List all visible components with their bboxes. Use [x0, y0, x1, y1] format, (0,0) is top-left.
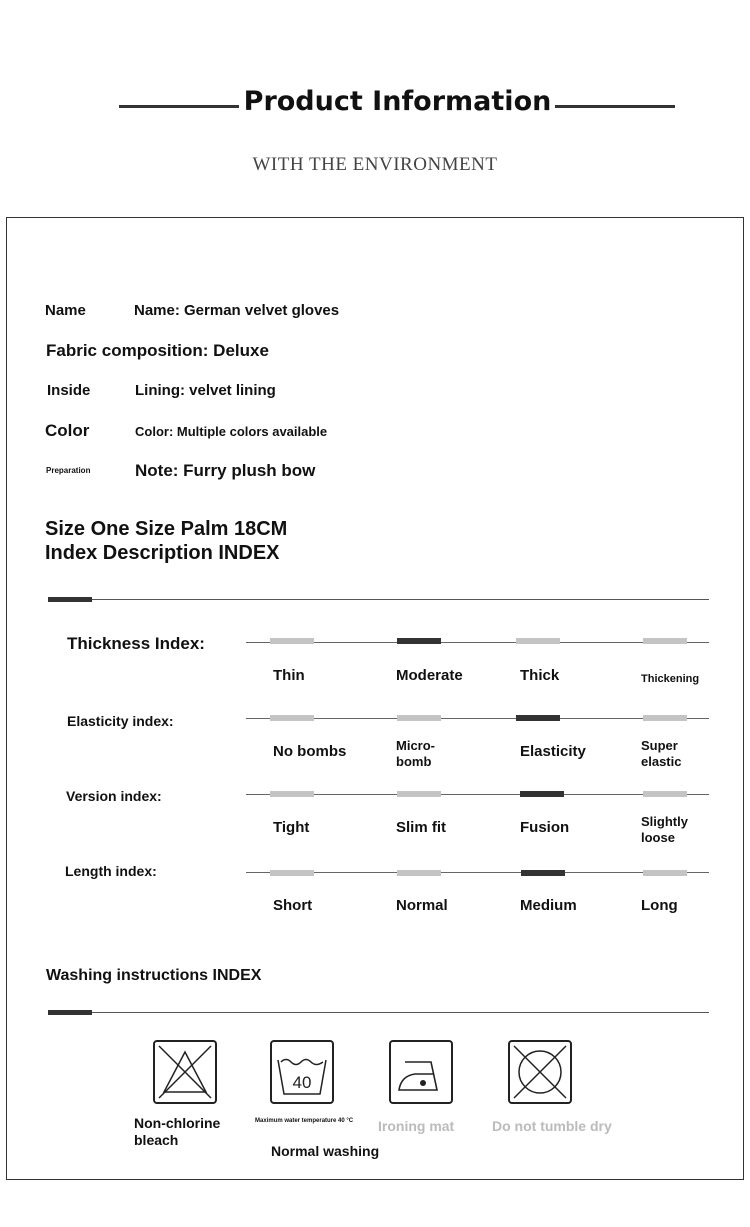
inside-value: Lining: velvet lining [135, 382, 276, 399]
index-segment-selected [521, 870, 565, 876]
no-tumble-dry-label: Do not tumble dry [492, 1118, 612, 1134]
index-option: Fusion [520, 819, 570, 836]
name-value: Name: German velvet gloves [134, 302, 340, 319]
section-marker [48, 597, 92, 602]
index-segment [643, 870, 687, 876]
index-track [246, 642, 709, 643]
index-option: Tight [273, 819, 310, 836]
index-title: Version index: [66, 788, 162, 804]
page-title: Product Information [243, 86, 552, 117]
index-segment [397, 715, 441, 721]
index-segment [643, 715, 687, 721]
index-title: Length index: [65, 863, 157, 879]
section-divider [48, 599, 709, 600]
index-segment [270, 870, 314, 876]
index-segment-selected [520, 791, 564, 797]
index-option: Short [273, 897, 313, 914]
index-segment [643, 791, 687, 797]
index-option: No bombs [273, 743, 347, 760]
wash-temp-text: 40 [292, 1073, 312, 1092]
header-rule-right [555, 105, 675, 108]
index-track [246, 718, 709, 719]
wash-40-icon [270, 1040, 334, 1104]
header-rule-left [119, 105, 239, 108]
index-option: Thin [273, 667, 305, 684]
index-segment-selected [516, 715, 560, 721]
index-segment [643, 638, 687, 644]
index-option: Thickening [641, 673, 700, 685]
index-option: Micro- bomb [396, 738, 435, 769]
index-option: Medium [520, 897, 577, 914]
index-track [246, 872, 709, 873]
index-option: Slim fit [396, 819, 447, 836]
iron-icon [389, 1040, 453, 1104]
index-segment [397, 791, 441, 797]
index-option: Super elastic [641, 738, 682, 769]
index-segment [270, 715, 314, 721]
page-subtitle: WITH THE ENVIRONMENT [252, 154, 498, 175]
size-line: Size One Size Palm 18CM [45, 518, 288, 540]
inside-label: Inside [47, 382, 91, 399]
color-value: Color: Multiple colors available [135, 424, 328, 439]
index-description: Index Description INDEX [45, 542, 280, 564]
washing-title: Washing instructions INDEX [46, 967, 262, 984]
fabric-composition: Fabric composition: Deluxe [46, 341, 269, 360]
name-label: Name [45, 302, 86, 319]
index-option: Long [641, 897, 678, 914]
color-label: Color [45, 421, 90, 440]
index-option: Thick [520, 667, 560, 684]
preparation-label: Preparation [46, 466, 91, 475]
ironing-mat-label: Ironing mat [378, 1118, 455, 1134]
index-option: Normal [396, 897, 448, 914]
info-frame [6, 217, 744, 1180]
washing-divider [48, 1012, 709, 1013]
index-option: Slightly loose [641, 814, 688, 845]
no-bleach-icon [153, 1040, 217, 1104]
index-segment [270, 638, 314, 644]
index-title: Thickness Index: [67, 634, 205, 653]
no-bleach-label: Non-chlorine bleach [134, 1115, 221, 1148]
index-segment [516, 638, 560, 644]
index-option: Moderate [396, 667, 463, 684]
max-temp-note: Maximum water temperature 40 °C [255, 1118, 354, 1124]
index-segment [397, 870, 441, 876]
washing-marker [48, 1010, 92, 1015]
index-title: Elasticity index: [67, 713, 174, 729]
normal-washing-label: Normal washing [271, 1143, 380, 1159]
index-segment-selected [397, 638, 441, 644]
index-option: Elasticity [520, 743, 586, 760]
index-segment [270, 791, 314, 797]
preparation-value: Note: Furry plush bow [135, 461, 316, 480]
index-track [246, 794, 709, 795]
no-tumble-dry-icon [508, 1040, 572, 1104]
